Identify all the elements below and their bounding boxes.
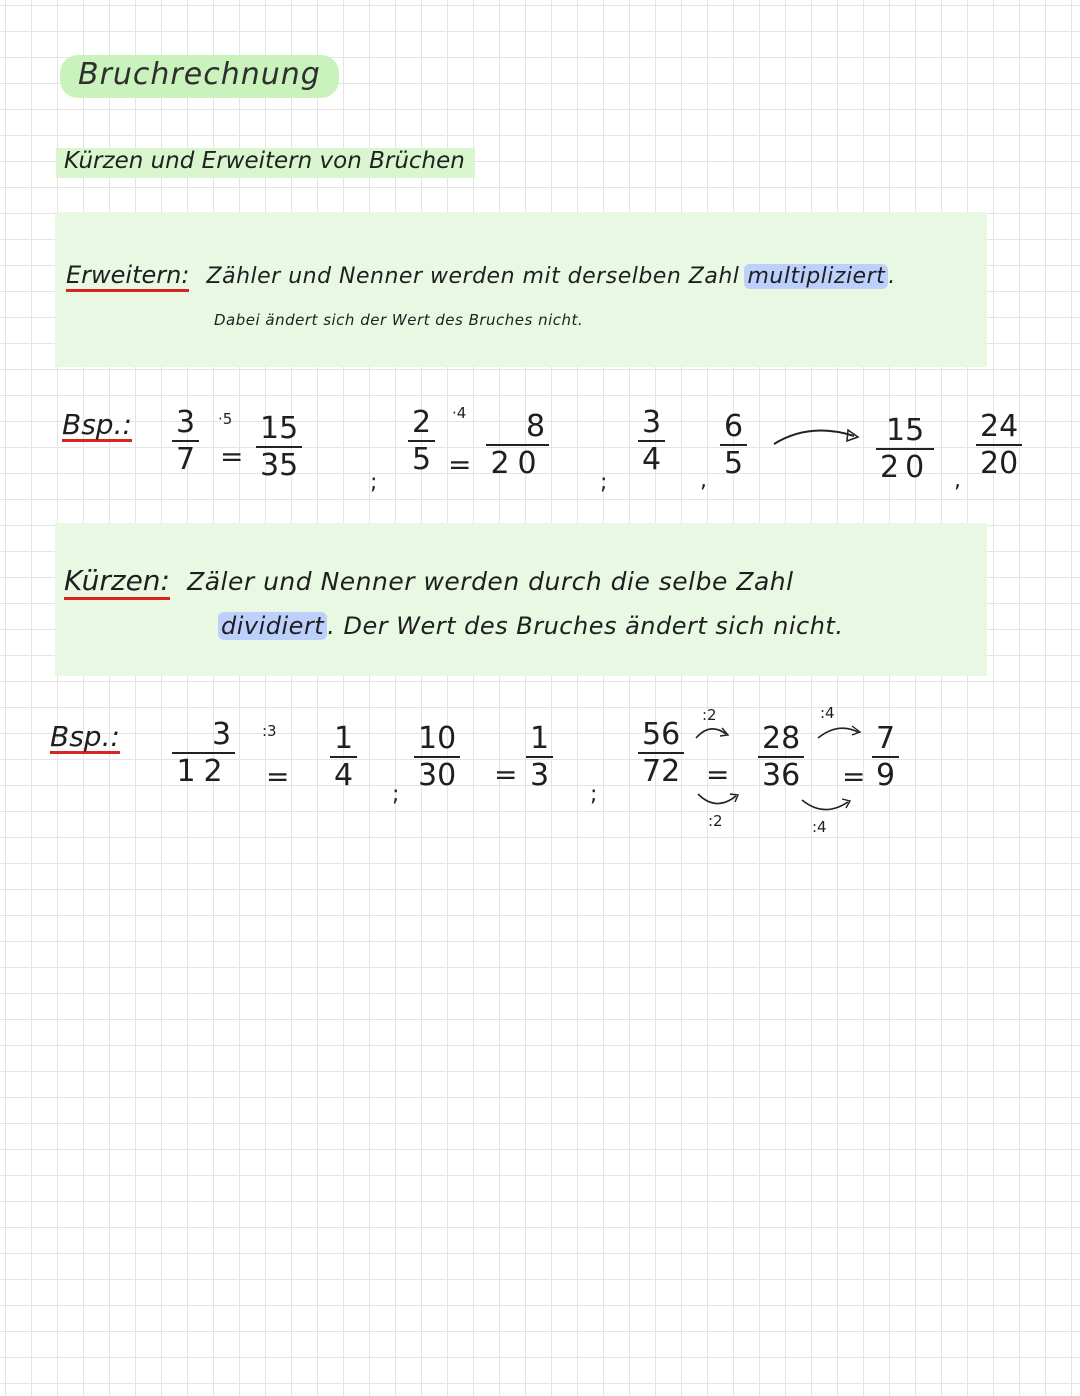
arrow-curved-icon bbox=[692, 720, 736, 742]
fraction: $\frac{3}{4}$ bbox=[638, 408, 665, 475]
example-label-2: Bsp.: bbox=[50, 720, 120, 753]
separator: ; bbox=[392, 782, 400, 807]
fraction: $\frac{10}{30}$ bbox=[414, 724, 460, 791]
equals-sign: = bbox=[842, 760, 866, 793]
erweitern-text: Zähler und Nenner werden mit derselben Zahl bbox=[206, 264, 740, 289]
fraction: $\frac{6}{5}$ bbox=[720, 412, 747, 479]
kuerzen-text-2: . Der Wert des Bruches ändert sich nicht. bbox=[327, 612, 844, 640]
arrow-right-icon bbox=[770, 424, 865, 450]
kuerzen-definition-line2 bbox=[218, 612, 843, 640]
kuerzen-term: Kürzen: bbox=[64, 564, 170, 600]
equals-sign: = bbox=[706, 758, 730, 791]
erweitern-period: . bbox=[888, 264, 896, 289]
example-kuerzen-1-result bbox=[330, 721, 357, 793]
fraction: $\frac{1}{3}$ bbox=[526, 724, 553, 791]
kuerzen-highlight: dividiert bbox=[218, 612, 327, 640]
example-label-1: Bsp.: bbox=[62, 408, 132, 441]
operator-label: :3 bbox=[262, 722, 277, 740]
example-erweitern-2 bbox=[408, 405, 435, 477]
example-kuerzen-3-b bbox=[758, 721, 804, 793]
operator-label: :2 bbox=[708, 812, 723, 830]
arrow-curved-icon bbox=[814, 720, 866, 742]
operator-label: ·4 bbox=[452, 404, 467, 422]
arrow-curved-icon bbox=[694, 790, 744, 812]
separator: ; bbox=[600, 470, 608, 495]
fraction: $\frac{3}{12}$ bbox=[172, 720, 235, 787]
example-erweitern-2-result bbox=[486, 409, 549, 481]
operator-label: ·5 bbox=[218, 410, 233, 428]
equals-sign: = bbox=[448, 448, 472, 481]
section-subtitle: Kürzen und Erweitern von Brüchen bbox=[56, 148, 475, 178]
fraction: $\frac{3}{7}$ bbox=[172, 408, 199, 475]
kuerzen-definition-box bbox=[55, 523, 987, 676]
equals-sign: = bbox=[266, 760, 290, 793]
erweitern-highlight: multipliziert bbox=[744, 264, 888, 289]
fraction: $\frac{28}{36}$ bbox=[758, 724, 804, 791]
fraction: $\frac{7}{9}$ bbox=[872, 724, 899, 791]
erweitern-definition-box bbox=[55, 212, 987, 367]
kuerzen-definition bbox=[64, 566, 794, 597]
fraction: $\frac{8}{20}$ bbox=[486, 412, 549, 479]
comma: , bbox=[700, 468, 707, 493]
equals-sign: = bbox=[220, 440, 244, 473]
operator-label: :2 bbox=[702, 706, 717, 724]
erweitern-note: Dabei ändert sich der Wert des Bruches nicht. bbox=[214, 311, 584, 329]
example-kuerzen-2 bbox=[414, 721, 460, 793]
operator-label: :4 bbox=[820, 704, 835, 722]
erweitern-definition bbox=[66, 262, 896, 289]
example-erweitern-1-result bbox=[256, 411, 302, 483]
arrow-curved-icon bbox=[798, 796, 858, 820]
example-erweitern-3-c bbox=[876, 413, 934, 485]
kuerzen-text: Zäler und Nenner werden durch die selbe Zahl bbox=[187, 567, 794, 596]
separator: ; bbox=[590, 782, 598, 807]
erweitern-term: Erweitern: bbox=[66, 261, 189, 292]
fraction: $\frac{2}{5}$ bbox=[408, 408, 435, 475]
example-erweitern-3-b bbox=[720, 409, 747, 481]
example-kuerzen-1 bbox=[172, 717, 235, 789]
separator: ; bbox=[370, 470, 378, 495]
fraction: $\frac{15}{20}$ bbox=[876, 416, 934, 483]
fraction: $\frac{15}{35}$ bbox=[256, 414, 302, 481]
example-erweitern-3-a bbox=[638, 405, 665, 477]
fraction: $\frac{1}{4}$ bbox=[330, 724, 357, 791]
fraction: $\frac{56}{72}$ bbox=[638, 720, 684, 787]
example-kuerzen-3-c bbox=[872, 721, 899, 793]
example-kuerzen-2-result bbox=[526, 721, 553, 793]
example-erweitern-3-d bbox=[976, 409, 1022, 481]
fraction: $\frac{24}{20}$ bbox=[976, 412, 1022, 479]
page-title: Bruchrechnung bbox=[60, 55, 339, 98]
example-kuerzen-3-a bbox=[638, 717, 684, 789]
equals-sign: = bbox=[494, 758, 518, 791]
operator-label: :4 bbox=[812, 818, 827, 836]
comma: , bbox=[954, 468, 961, 493]
example-erweitern-1 bbox=[172, 405, 199, 477]
